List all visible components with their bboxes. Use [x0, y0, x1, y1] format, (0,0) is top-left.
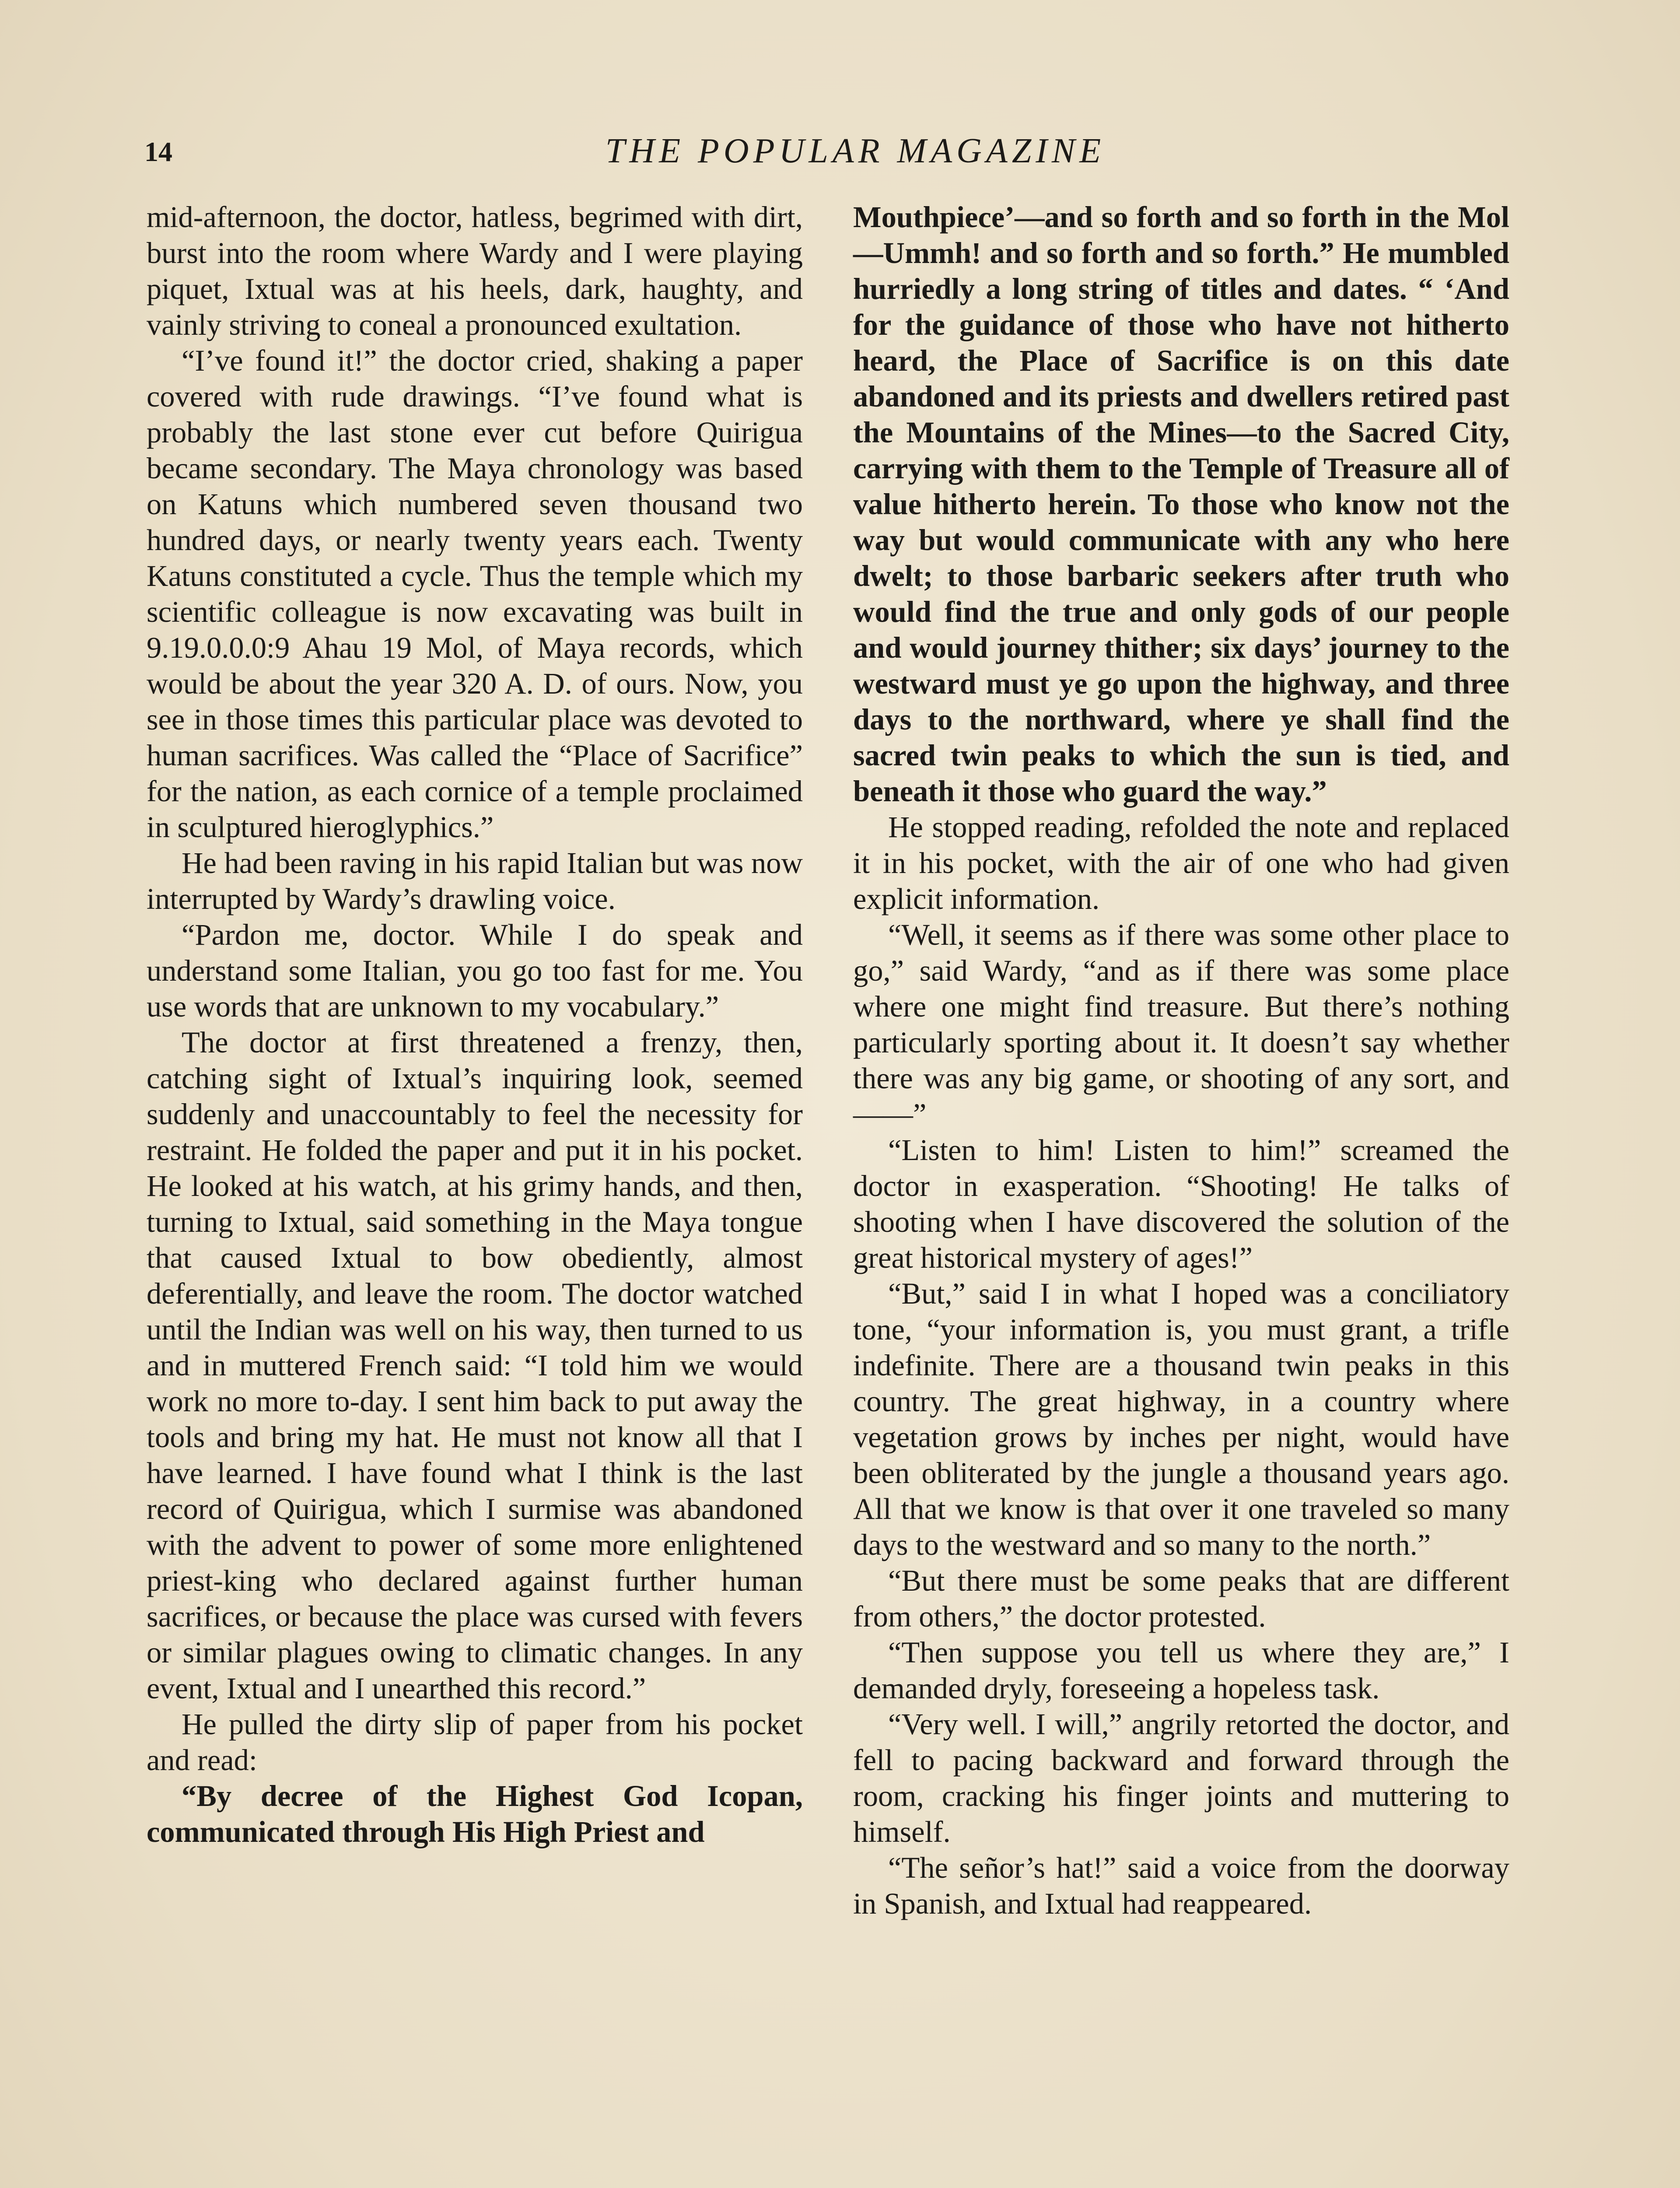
decree-paragraph: “By decree of the Highest God Icopan, communicated through His High Priest and	[147, 1779, 803, 1848]
paragraph: “Very well. I will,” angrily retorted the doctor, and fell to pacing backward and forward through the room, cracking his finger joints and muttering to himself.	[853, 1708, 1509, 1848]
page-header	[144, 131, 1531, 184]
paragraph: “But there must be some peaks that are different from others,” the doctor protested.	[853, 1564, 1509, 1633]
paragraph: “I’ve found it!” the doctor cried, shaking a paper covered with rude drawings. “I’ve found what is probably the last stone ever cut before Quirigua became secondary. The Maya chronology was based on Katuns which numbered seven thousand two hundred days, or nearly twenty years each. Twenty Katuns constituted a cycle. Thus the temple which my scientific colleague is now excavating was built in 9.19.0.0.0:9 Ahau 19 Mol, of Maya records, which would be about the year 320 A. D. of ours. Now, you see in those times this particular place was devoted to human sacrifices. Was called the “Place of Sacrifice” for the nation, as each cornice of a temple proclaimed in sculptured hieroglyphics.”	[147, 344, 803, 844]
paragraph: “The señor’s hat!” said a voice from the doorway in Spanish, and Ixtual had reappeared.	[853, 1851, 1509, 1920]
paragraph: He stopped reading, refolded the note and replaced it in his pocket, with the air of one who had given explicit information.	[853, 810, 1509, 915]
paragraph: He pulled the dirty slip of paper from his pocket and read:	[147, 1708, 803, 1777]
page-number: 14	[144, 136, 172, 167]
running-title: THE POPULAR MAGAZINE	[605, 132, 1106, 170]
paragraph: “Pardon me, doctor. While I do speak and understand some Italian, you go too fast for me. You use words that are unknown to my vocabulary.”	[147, 918, 803, 1023]
right-column	[853, 199, 1509, 1922]
paragraph: mid-afternoon, the doctor, hatless, begrimed with dirt, burst into the room where Wardy and I were playing piquet, Ixtual was at his heels, dark, haughty, and vainly striving to coneal a pronounced exultation.	[147, 200, 803, 341]
paragraph: “Well, it seems as if there was some other place to go,” said Wardy, “and as if there was some place where one might find treasure. But there’s nothing particularly sporting about it. It doesn’t say whether there was any big game, or shooting of any sort, and——”	[853, 918, 1509, 1131]
paragraph: The doctor at first threatened a frenzy, then, catching sight of Ixtual’s inquiring look, seemed suddenly and unaccountably to feel the necessity for restraint. He folded the paper and put it in his pocket. He looked at his watch, at his grimy hands, and then, turning to Ixtual, said something in the Maya tongue that caused Ixtual to bow obediently, almost deferentially, and leave the room. The doctor watched until the Indian was well on his way, then turned to us and in muttered French said: “I told him we would work no more to-day. I sent him back to put away the tools and bring my hat. He must not know all that I have learned. I have found what I think is the last record of Quirigua, which I surmise was abandoned with the advent to power of some more enlightened priest-king who declared against further human sacrifices, or because the place was cursed with fevers or similar plagues owing to climatic changes. In any event, Ixtual and I unearthed this record.”	[147, 1026, 803, 1705]
paragraph: He had been raving in his rapid Italian but was now interrupted by Wardy’s drawling voice.	[147, 846, 803, 915]
left-column	[147, 199, 803, 1850]
paragraph: “But,” said I in what I hoped was a conciliatory tone, “your information is, you must grant, a trifle indefinite. There are a thousand twin peaks in this country. The great highway, in a country where vegetation grows by inches per night, would have been obliterated by the jungle a thousand years ago. All that we know is that over it one traveled so many days to the westward and so many to the north.”	[853, 1277, 1509, 1561]
decree-continuation: Mouthpiece’—and so forth and so forth in the Mol—Ummh! and so forth and so forth.” He mumbled hurriedly a long string of titles and dates. “ ‘And for the guidance of those who have not hitherto heard, the Place of Sacrifice is on this date abandoned and its priests and dwellers retired past the Mountains of the Mines—to the Sacred City, carrying with them to the Temple of Treasure all of value hitherto herein. To those who know not the way but would communicate with any who here dwelt; to those barbaric seekers after truth who would find the true and only gods of our people and would journey thither; six days’ journey to the westward must ye go upon the highway, and three days to the northward, where ye shall find the sacred twin peaks to which the sun is tied, and beneath it those who guard the way.”	[853, 200, 1509, 808]
paragraph: “Listen to him! Listen to him!” screamed the doctor in exasperation. “Shooting! He talks of shooting when I have discovered the solution of the great historical mystery of ages!”	[853, 1133, 1509, 1274]
paragraph: “Then suppose you tell us where they are,” I demanded dryly, foreseeing a hopeless task.	[853, 1636, 1509, 1705]
